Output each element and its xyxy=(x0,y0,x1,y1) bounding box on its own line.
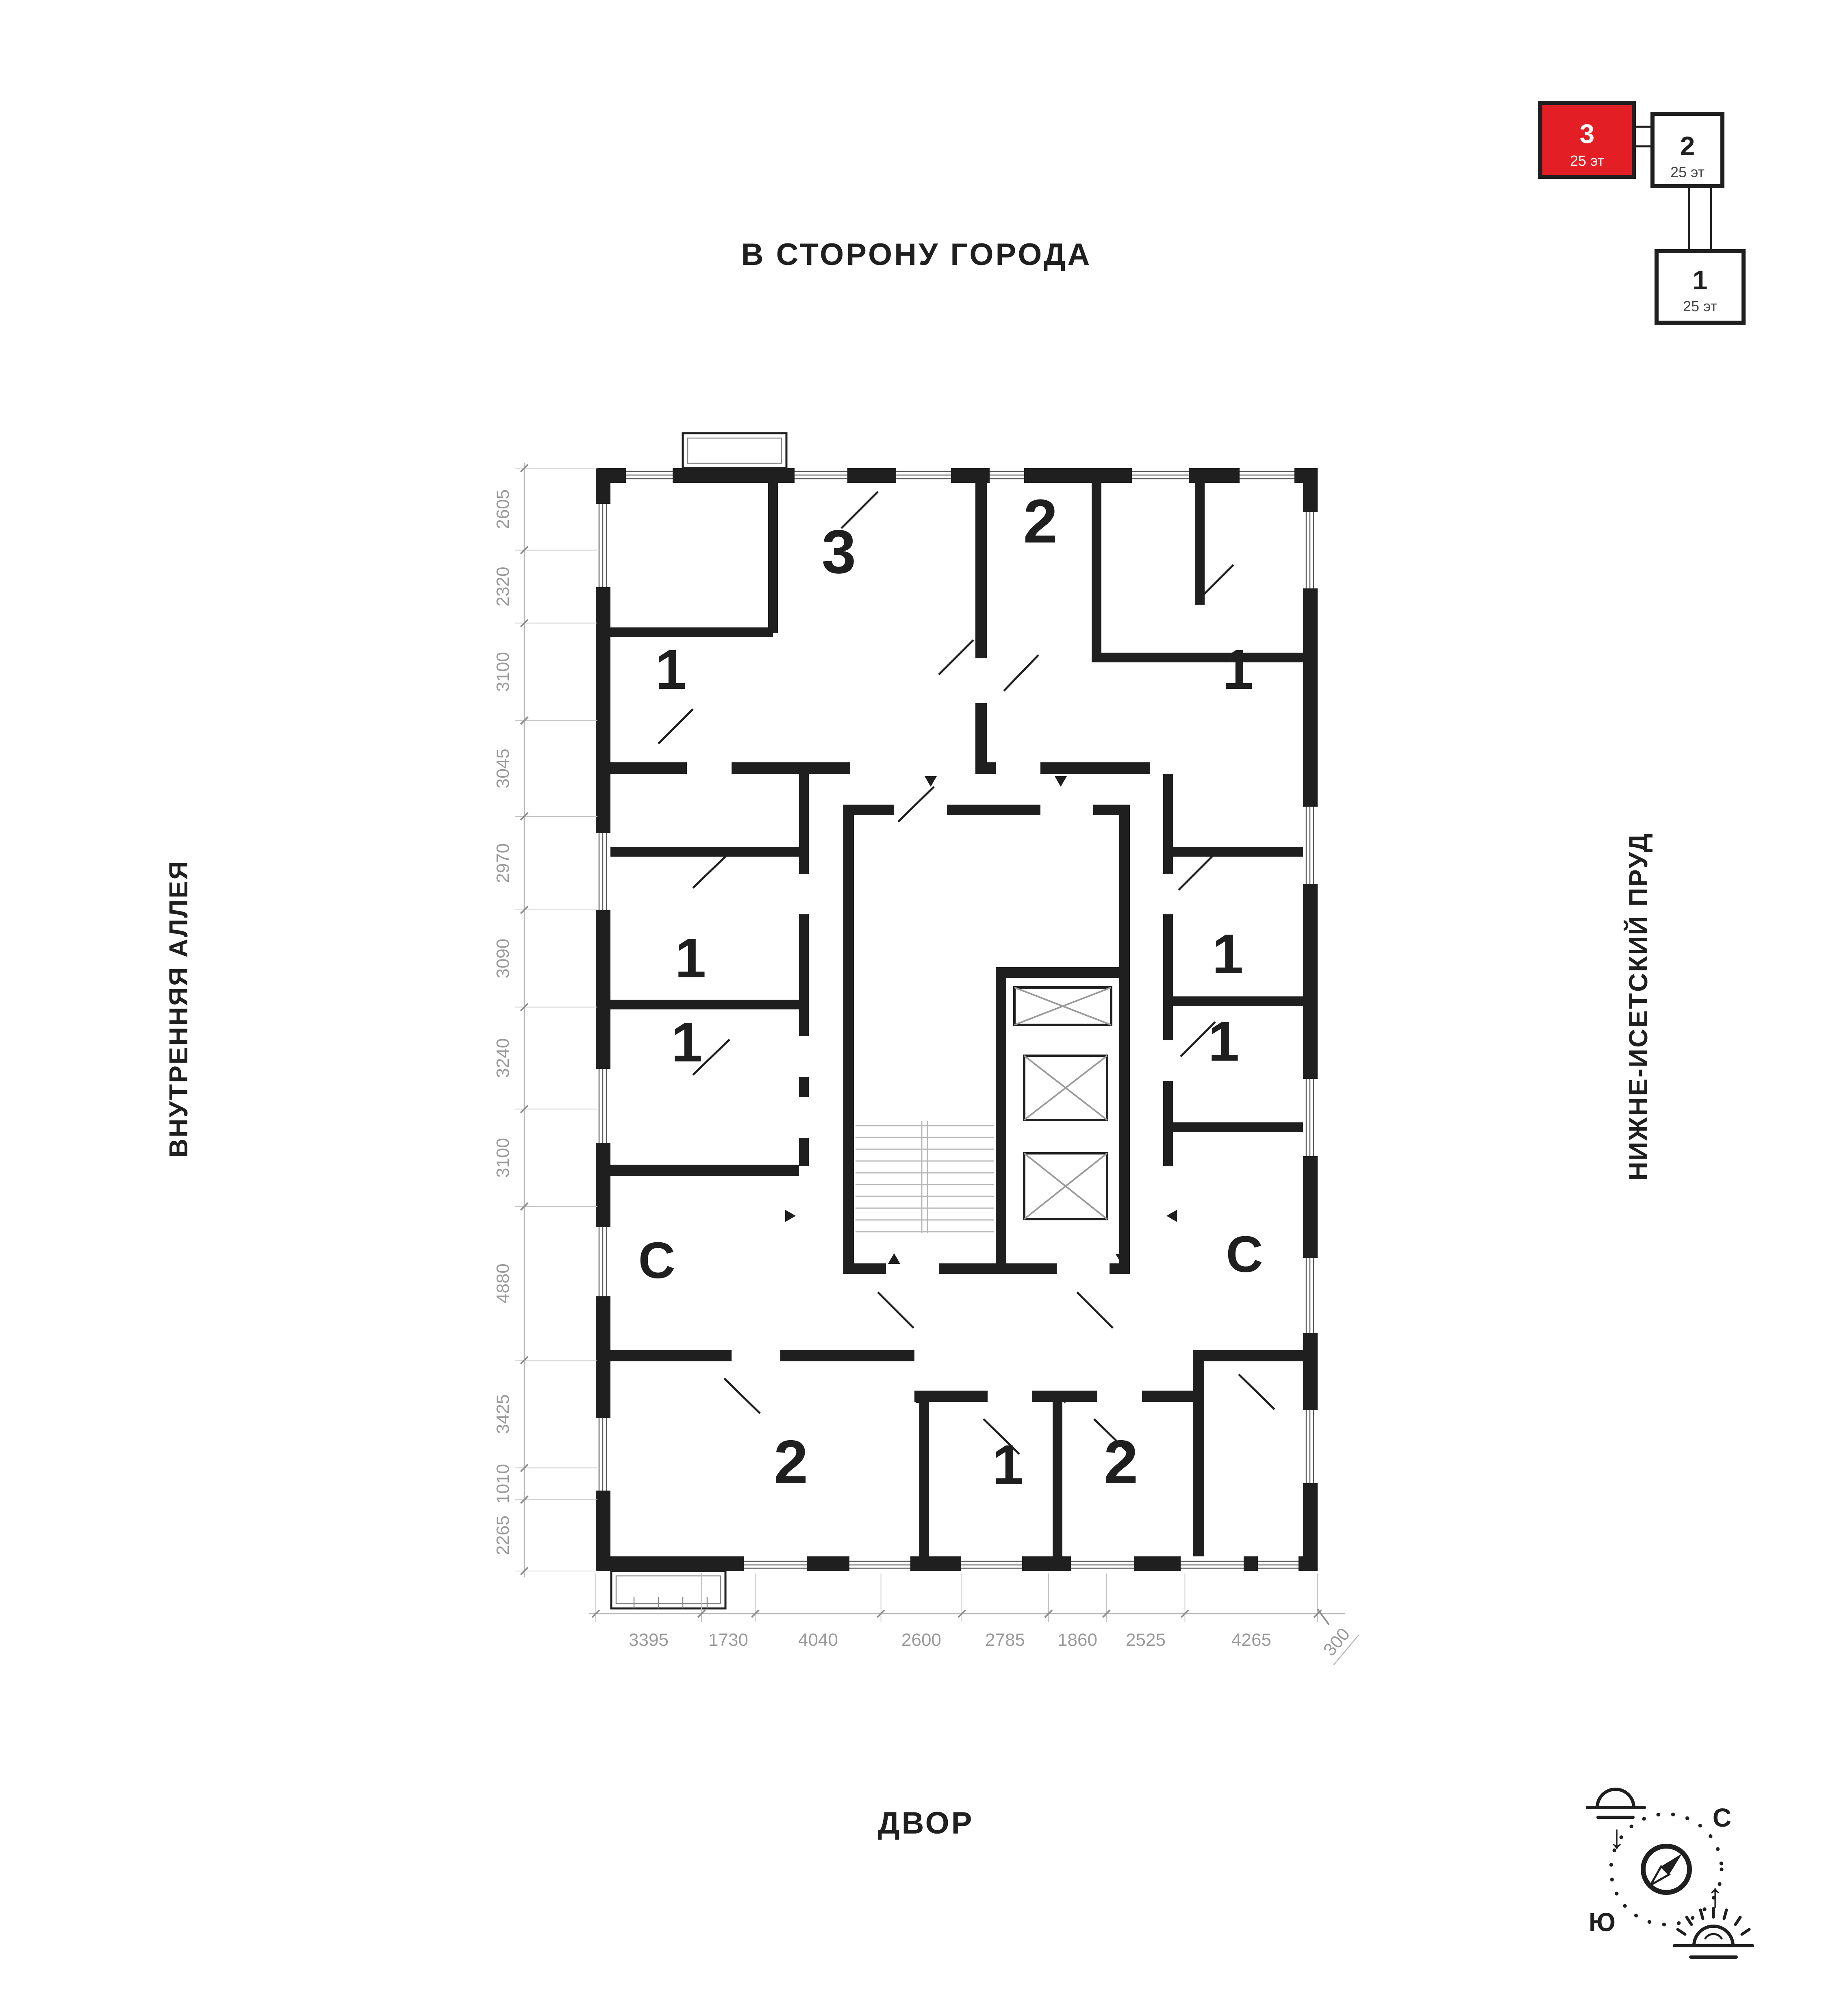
dimension-bottom xyxy=(589,1573,1359,1665)
dim-left: 3100 xyxy=(493,652,513,692)
apt-label: 1 xyxy=(655,638,687,701)
key-block-2-floors: 25 эт xyxy=(1670,164,1705,180)
dim-bottom: 4265 xyxy=(1231,1630,1271,1650)
dim-bottom: 1730 xyxy=(708,1630,748,1650)
label-courtyard: ДВОР xyxy=(877,1806,974,1840)
dim-bottom: 3395 xyxy=(629,1630,669,1650)
sunset-arrow-down-icon: ↓ xyxy=(1608,1819,1625,1855)
label-towards-city: В СТОРОНУ ГОРОДА xyxy=(741,237,1092,272)
key-block-1-num: 1 xyxy=(1692,265,1708,295)
label-inner-alley: ВНУТРЕННЯЯ АЛЛЕЯ xyxy=(164,859,193,1158)
sunset-icon xyxy=(1587,1789,1644,1817)
label-pond: НИЖНЕ-ИСЕТСКИЙ ПРУД xyxy=(1624,832,1653,1181)
apt-label: 1 xyxy=(1222,638,1254,701)
core xyxy=(843,805,1130,1274)
apt-label-studio: С xyxy=(638,1232,675,1289)
interior-walls xyxy=(610,483,1303,1556)
apt-label: 2 xyxy=(1103,1428,1138,1497)
apt-label: 1 xyxy=(671,1011,703,1074)
dim-offset-300 xyxy=(1316,1621,1359,1665)
dim-left: 4880 xyxy=(493,1263,513,1304)
apt-label: 1 xyxy=(1212,923,1244,985)
staircase xyxy=(856,1121,994,1233)
key-block-1-floors: 25 эт xyxy=(1683,298,1718,315)
compass-north-label: С xyxy=(1712,1803,1732,1832)
dim-bottom: 1860 xyxy=(1057,1630,1097,1650)
dim-left: 2970 xyxy=(493,843,513,883)
balcony-top xyxy=(683,433,786,468)
dim-left: 3425 xyxy=(493,1394,513,1434)
dim-bottom: 2525 xyxy=(1126,1630,1166,1650)
apt-label-studio: С xyxy=(1226,1226,1263,1283)
dim-left: 2265 xyxy=(493,1515,513,1556)
key-block-3-num: 3 xyxy=(1579,119,1595,149)
key-plan xyxy=(1540,103,1744,323)
sunrise-icon xyxy=(1674,1908,1752,1957)
sunrise-arrow-up-icon: ↑ xyxy=(1707,1877,1724,1914)
apt-label: 1 xyxy=(1208,1010,1240,1073)
dim-bottom: 2785 xyxy=(985,1630,1025,1650)
balcony-bottom xyxy=(611,1571,725,1608)
apt-label: 3 xyxy=(821,517,856,586)
dim-bottom: 4040 xyxy=(798,1630,838,1650)
dim-left: 2605 xyxy=(493,489,513,529)
compass-south-label: Ю xyxy=(1589,1907,1616,1937)
key-block-3-floors: 25 эт xyxy=(1570,152,1605,169)
apt-label: 1 xyxy=(675,927,706,990)
key-block-2-num: 2 xyxy=(1680,131,1695,161)
apt-label: 2 xyxy=(1023,487,1058,556)
apt-label: 2 xyxy=(773,1428,808,1497)
compass xyxy=(1587,1789,1752,1957)
dim-left: 1010 xyxy=(493,1464,513,1504)
dim-left: 3045 xyxy=(493,749,513,789)
dim-left: 2320 xyxy=(493,566,513,607)
dim-bottom: 2600 xyxy=(901,1630,941,1650)
svg-text:300: 300 xyxy=(1319,1624,1354,1660)
dim-left: 3240 xyxy=(493,1038,513,1078)
dimension-left xyxy=(493,463,597,1577)
apt-label: 1 xyxy=(992,1434,1024,1496)
dim-left: 3090 xyxy=(493,938,513,979)
dim-left: 3100 xyxy=(493,1138,513,1178)
elevator-shaft xyxy=(1014,987,1111,1219)
